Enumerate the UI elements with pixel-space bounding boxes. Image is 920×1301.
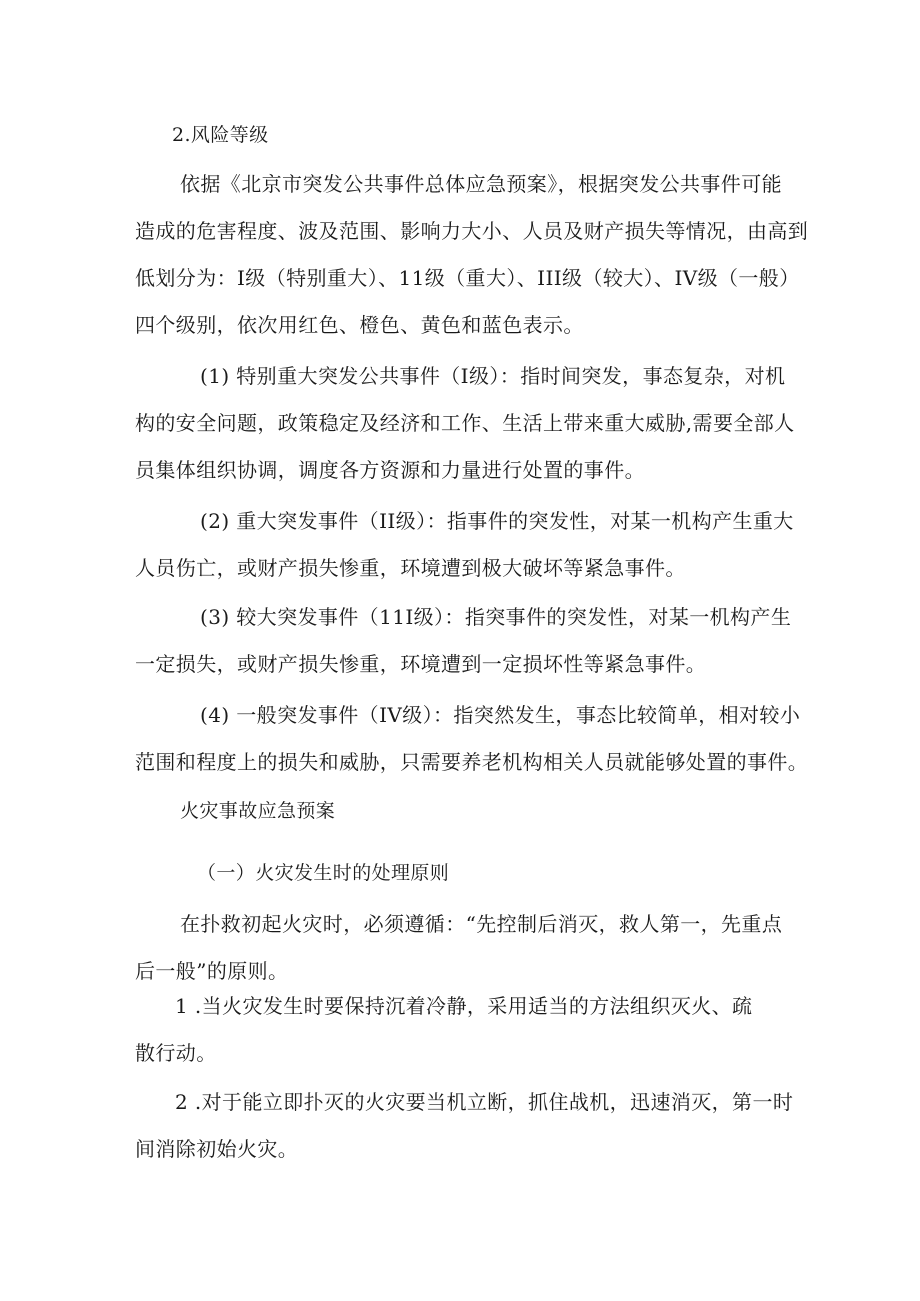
intro-line-3: 低划分为：I级（特别重大）、11级（重大）、III级（较大）、IV级（一般） xyxy=(135,266,800,290)
level-2-line-2: 人员伤亡，或财产损失惨重，环境遭到极大破坏等紧急事件。 xyxy=(135,556,686,580)
fire-item-1-line-1: 1 .当火灾发生时要保持沉着冷静，采用适当的方法组织灭火、疏 xyxy=(175,994,753,1018)
level-1-line-3: 员集体组织协调，调度各方资源和力量进行处置的事件。 xyxy=(135,458,645,482)
fire-item-2-line-2: 间消除初始火灾。 xyxy=(135,1137,299,1161)
level-4-line-2: 范围和程度上的损失和威胁，只需要养老机构相关人员就能够处置的事件。 xyxy=(135,750,809,774)
level-4-line-1: (4) 一般突发事件（IV级）：指突然发生，事态比较简单，相对较小 xyxy=(200,703,801,727)
fire-intro-line-2: 后一般”的原则。 xyxy=(135,959,289,983)
fire-subtitle: （一）火灾发生时的处理原则 xyxy=(197,862,450,884)
level-1-line-1: (1) 特别重大突发公共事件（I级）：指时间突发，事态复杂，对机 xyxy=(200,364,786,388)
fire-item-2-line-1: 2 .对于能立即扑灭的火灾要当机立断，抓住战机，迅速消灭，第一时 xyxy=(175,1090,794,1114)
level-3-line-1: (3) 较大突发事件（11I级）：指突事件的突发性，对某一机构产生 xyxy=(200,605,792,629)
intro-line-4: 四个级别，依次用红色、橙色、黄色和蓝色表示。 xyxy=(135,313,584,337)
fire-intro-line-1: 在扑救初起火灾时，必须遵循：“先控制后消灭，救人第一，先重点 xyxy=(180,912,783,936)
level-3-line-2: 一定损失，或财产损失惨重，环境遭到一定损坏性等紧急事件。 xyxy=(135,652,707,676)
intro-line-1: 依据《北京市突发公共事件总体应急预案》，根据突发公共事件可能 xyxy=(180,172,782,196)
fire-item-1-line-2: 散行动。 xyxy=(135,1041,217,1065)
level-2-line-1: (2) 重大突发事件（II级）：指事件的突发性，对某一机构产生重大 xyxy=(200,509,794,533)
section-heading: 2.风险等级 xyxy=(172,124,269,146)
level-1-line-2: 构的安全问题，政策稳定及经济和工作、生活上带来重大威胁,需要全部人 xyxy=(135,411,795,435)
intro-line-2: 造成的危害程度、波及范围、影响力大小、人员及财产损失等情况，由高到 xyxy=(135,219,809,243)
fire-section-title: 火灾事故应急预案 xyxy=(180,800,336,822)
